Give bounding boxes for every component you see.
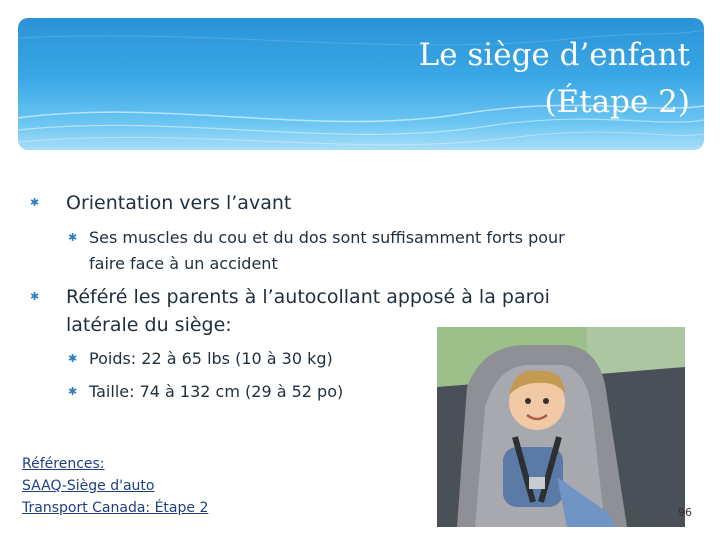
car-seat-illustration — [437, 327, 685, 527]
bullet-star-icon: ✱ — [30, 196, 40, 209]
slide-title — [419, 32, 690, 126]
bullet-star-icon: ✱ — [30, 290, 40, 303]
bullet-orientation: Orientation vers l’avant — [66, 192, 292, 214]
page-number: 96 — [678, 506, 692, 519]
reference-link-transport-canada[interactable]: Transport Canada: Étape 2 — [22, 500, 209, 516]
bullet-muscles-line1: Ses muscles du cou et du dos sont suffisamment forts pour — [89, 228, 565, 247]
bullet-sticker-line1: Référé les parents à l’autocollant apposé à la paroi — [66, 286, 550, 308]
references-heading: Références: — [22, 456, 105, 472]
title-line-1: Le siège d’enfant — [418, 37, 690, 73]
reference-link-saaq[interactable]: SAAQ-Siège d'auto — [22, 478, 155, 494]
bullet-weight: Poids: 22 à 65 lbs (10 à 30 kg) — [89, 349, 333, 368]
child-car-seat-photo — [437, 327, 685, 527]
references-block — [22, 453, 208, 519]
bullet-star-icon: ✱ — [68, 352, 78, 365]
bullet-sticker-line2: latérale du siège: — [66, 314, 232, 336]
bullet-star-icon: ✱ — [68, 385, 78, 398]
title-banner — [18, 18, 704, 150]
bullet-star-icon: ✱ — [68, 231, 78, 244]
title-line-2: (Étape 2) — [544, 84, 690, 120]
bullet-height: Taille: 74 à 132 cm (29 à 52 po) — [89, 382, 344, 401]
bullet-muscles-line2: faire face à un accident — [89, 254, 278, 273]
